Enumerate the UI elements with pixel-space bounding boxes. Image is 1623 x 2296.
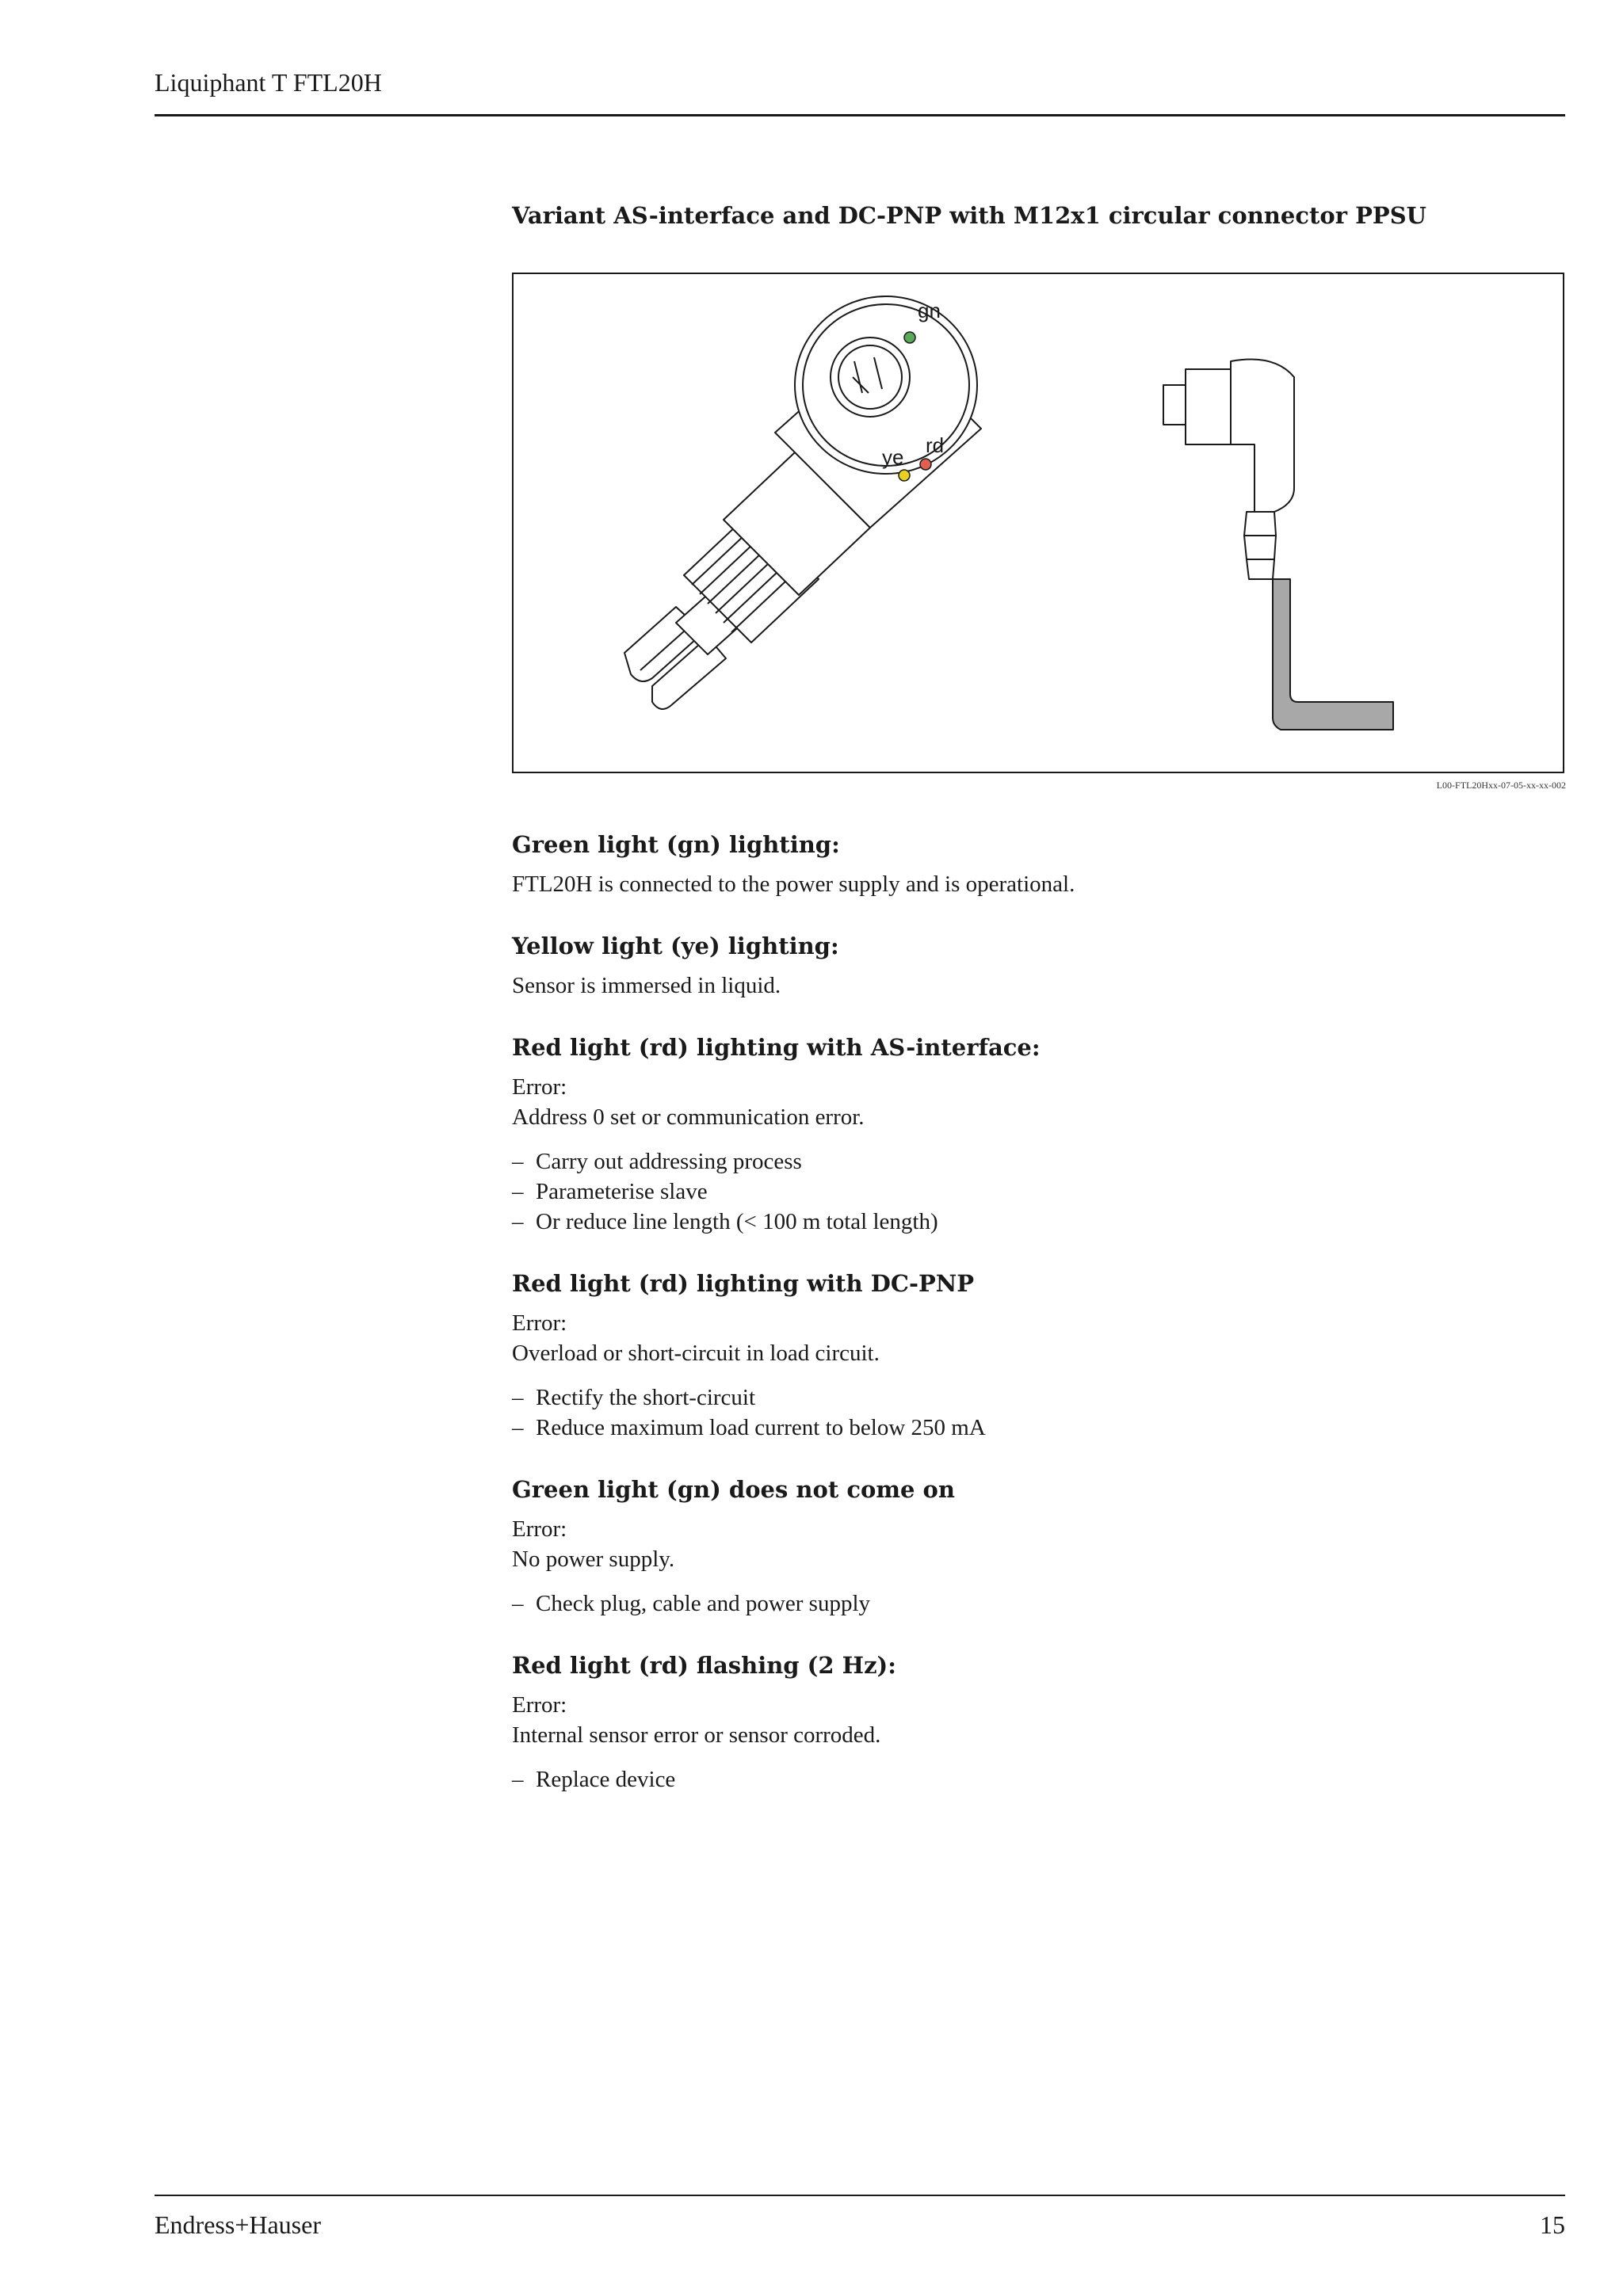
bullet-item: – Rectify the short-circuit	[512, 1383, 1566, 1413]
bullet-item: – Reduce maximum load current to below 250 mA	[512, 1413, 1566, 1443]
section-gap	[512, 1251, 1566, 1270]
main-content	[512, 202, 1566, 1828]
section-gap	[512, 1015, 1566, 1034]
bullet-list	[512, 1146, 1566, 1237]
section-paragraph	[512, 1072, 1566, 1132]
sensor-body	[624, 296, 981, 709]
led-ye-indicator	[899, 470, 910, 481]
paragraph-line: Error:	[512, 1310, 567, 1336]
section-paragraph	[512, 971, 1566, 1001]
bullet-list	[512, 1383, 1566, 1443]
paragraph-line: Address 0 set or communication error.	[512, 1104, 865, 1130]
running-header-title: Liquiphant T FTL20H	[155, 68, 382, 97]
bullet-item: – Parameterise slave	[512, 1177, 1566, 1207]
paragraph-line: Error:	[512, 1516, 567, 1542]
paragraph-line: Overload or short-circuit in load circuit.	[512, 1341, 880, 1366]
bullet-item: – Carry out addressing process	[512, 1146, 1566, 1177]
section	[512, 831, 1566, 933]
cable-plug	[1163, 360, 1393, 730]
section-heading: Red light (rd) flashing (2 Hz):	[512, 1652, 896, 1679]
paragraph-line: FTL20H is connected to the power supply and is operational.	[512, 871, 1075, 897]
label-ye: ye	[882, 445, 904, 469]
footer-rule	[155, 2195, 1565, 2196]
led-rd-indicator	[920, 459, 931, 470]
bullet-item: – Replace device	[512, 1764, 1566, 1794]
label-rd: rd	[926, 433, 945, 457]
figure-frame	[512, 273, 1564, 773]
section-heading: Green light (gn) does not come on	[512, 1476, 955, 1503]
section-paragraph	[512, 869, 1566, 899]
section-paragraph	[512, 1514, 1566, 1574]
paragraph-line: Error:	[512, 1692, 567, 1718]
section-heading: Red light (rd) lighting with AS-interface:	[512, 1034, 1041, 1061]
page-number: 15	[1540, 2210, 1565, 2239]
section	[512, 1476, 1566, 1652]
paragraph-line: No power supply.	[512, 1547, 675, 1572]
section-paragraph	[512, 1308, 1566, 1368]
sections-list	[512, 831, 1566, 1828]
paragraph-line: Sensor is immersed in liquid.	[512, 973, 781, 998]
section-paragraph	[512, 1690, 1566, 1750]
paragraph-line: Internal sensor error or sensor corroded.	[512, 1722, 881, 1748]
bullet-item: – Or reduce line length (< 100 m total length)	[512, 1207, 1566, 1237]
device-illustration	[514, 274, 1563, 772]
led-gn-indicator	[904, 332, 915, 343]
section	[512, 1652, 1566, 1828]
section-gap	[512, 1633, 1566, 1652]
figure-title: Variant AS-interface and DC-PNP with M12x1 circular connector PPSU	[512, 202, 1426, 229]
section-gap	[512, 1809, 1566, 1828]
section-heading: Yellow light (ye) lighting:	[512, 933, 839, 959]
section	[512, 1270, 1566, 1476]
bullet-list	[512, 1764, 1566, 1794]
section-heading: Red light (rd) lighting with DC-PNP	[512, 1270, 975, 1297]
figure-code: L00-FTL20Hxx-07-05-xx-xx-002	[1436, 780, 1566, 791]
section	[512, 933, 1566, 1034]
section-gap	[512, 1457, 1566, 1476]
footer-company: Endress+Hauser	[155, 2210, 321, 2239]
section-gap	[512, 913, 1566, 933]
label-gn: gn	[918, 299, 941, 322]
bullet-item: – Check plug, cable and power supply	[512, 1589, 1566, 1619]
header-rule	[155, 114, 1565, 116]
bullet-list	[512, 1589, 1566, 1619]
section-heading: Green light (gn) lighting:	[512, 831, 840, 858]
section	[512, 1034, 1566, 1270]
paragraph-line: Error:	[512, 1074, 567, 1100]
